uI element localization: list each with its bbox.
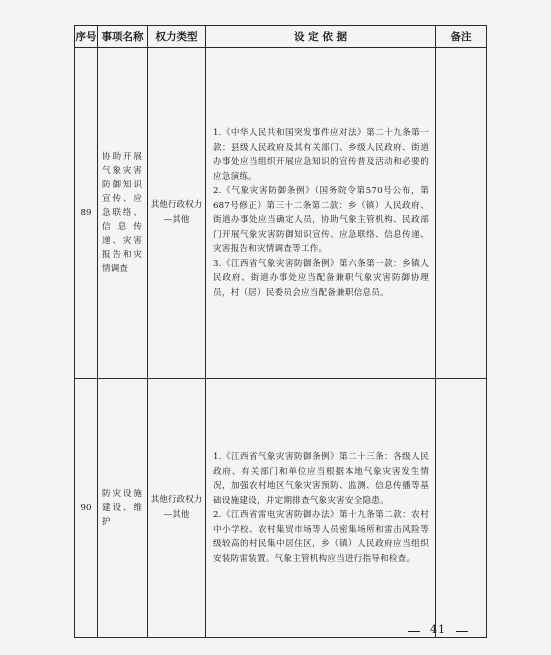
legal-basis (206, 379, 436, 638)
basis-clause: 3.《江西省气象灾害防御条例》第六条第一款：乡镇人民政府、街道办事处应当配备兼职气象灾害防御协理员，村（居）民委员会应当配备兼职信息员。 (213, 258, 429, 298)
power-type: 其他行政权力—其他 (148, 48, 206, 379)
item-name: 防灾设施建设、维护 (98, 379, 148, 638)
basis-clause: 1.《中华人民共和国突发事件应对法》第二十九条第一款：县级人民政府及其有关部门、乡级人民政府、街道办事处应当组织开展应急知识的宣传普及活动和必要的应急演练。 (213, 128, 429, 182)
table-row (75, 48, 487, 379)
header-type: 权力类型 (148, 26, 206, 48)
power-list-table (74, 25, 487, 638)
header-no: 序号 (75, 26, 98, 48)
remarks (436, 48, 487, 379)
page-number: 41 (408, 623, 468, 636)
basis-clause: 2.《江西省雷电灾害防御办法》第十九条第二款：农村中小学校、农村集贸市场等人员密集场所和雷击风险等级较高的村民集中居住区，乡（镇）人民政府应当组织安装防雷装置。气象主管机构应当进行指导和检查。 (213, 510, 429, 564)
remarks (436, 379, 487, 638)
header-name: 事项名称 (98, 26, 148, 48)
row-number: 90 (75, 379, 98, 638)
item-name: 协助开展气象灾害防御知识宣传、应急联络、信息传递、灾害报告和灾情调查 (98, 48, 148, 379)
header-note: 备注 (436, 26, 487, 48)
header-basis: 设 定 依 据 (206, 26, 436, 48)
table-row (75, 379, 487, 638)
basis-clause: 2.《气象灾害防御条例》（国务院令第570号公布，第687号修正）第三十二条第二款：乡（镇）人民政府、街道办事处应当确定人员，协助气象主管机构、民政部门开展气象灾害防御知识宣传、应急联络、信息传递、灾害报告和灾情调查等工作。 (213, 186, 429, 254)
power-type: 其他行政权力—其他 (148, 379, 206, 638)
table-header-row (75, 26, 487, 48)
basis-clause: 1.《江西省气象灾害防御条例》第二十三条：各级人民政府、有关部门和单位应当根据本地气象灾害发生情况，加强农村地区气象灾害预防、监测、信息传播等基础设施建设，并定期排查气象灾害安全隐患。 (213, 452, 429, 506)
row-number: 89 (75, 48, 98, 379)
legal-basis (206, 48, 436, 379)
